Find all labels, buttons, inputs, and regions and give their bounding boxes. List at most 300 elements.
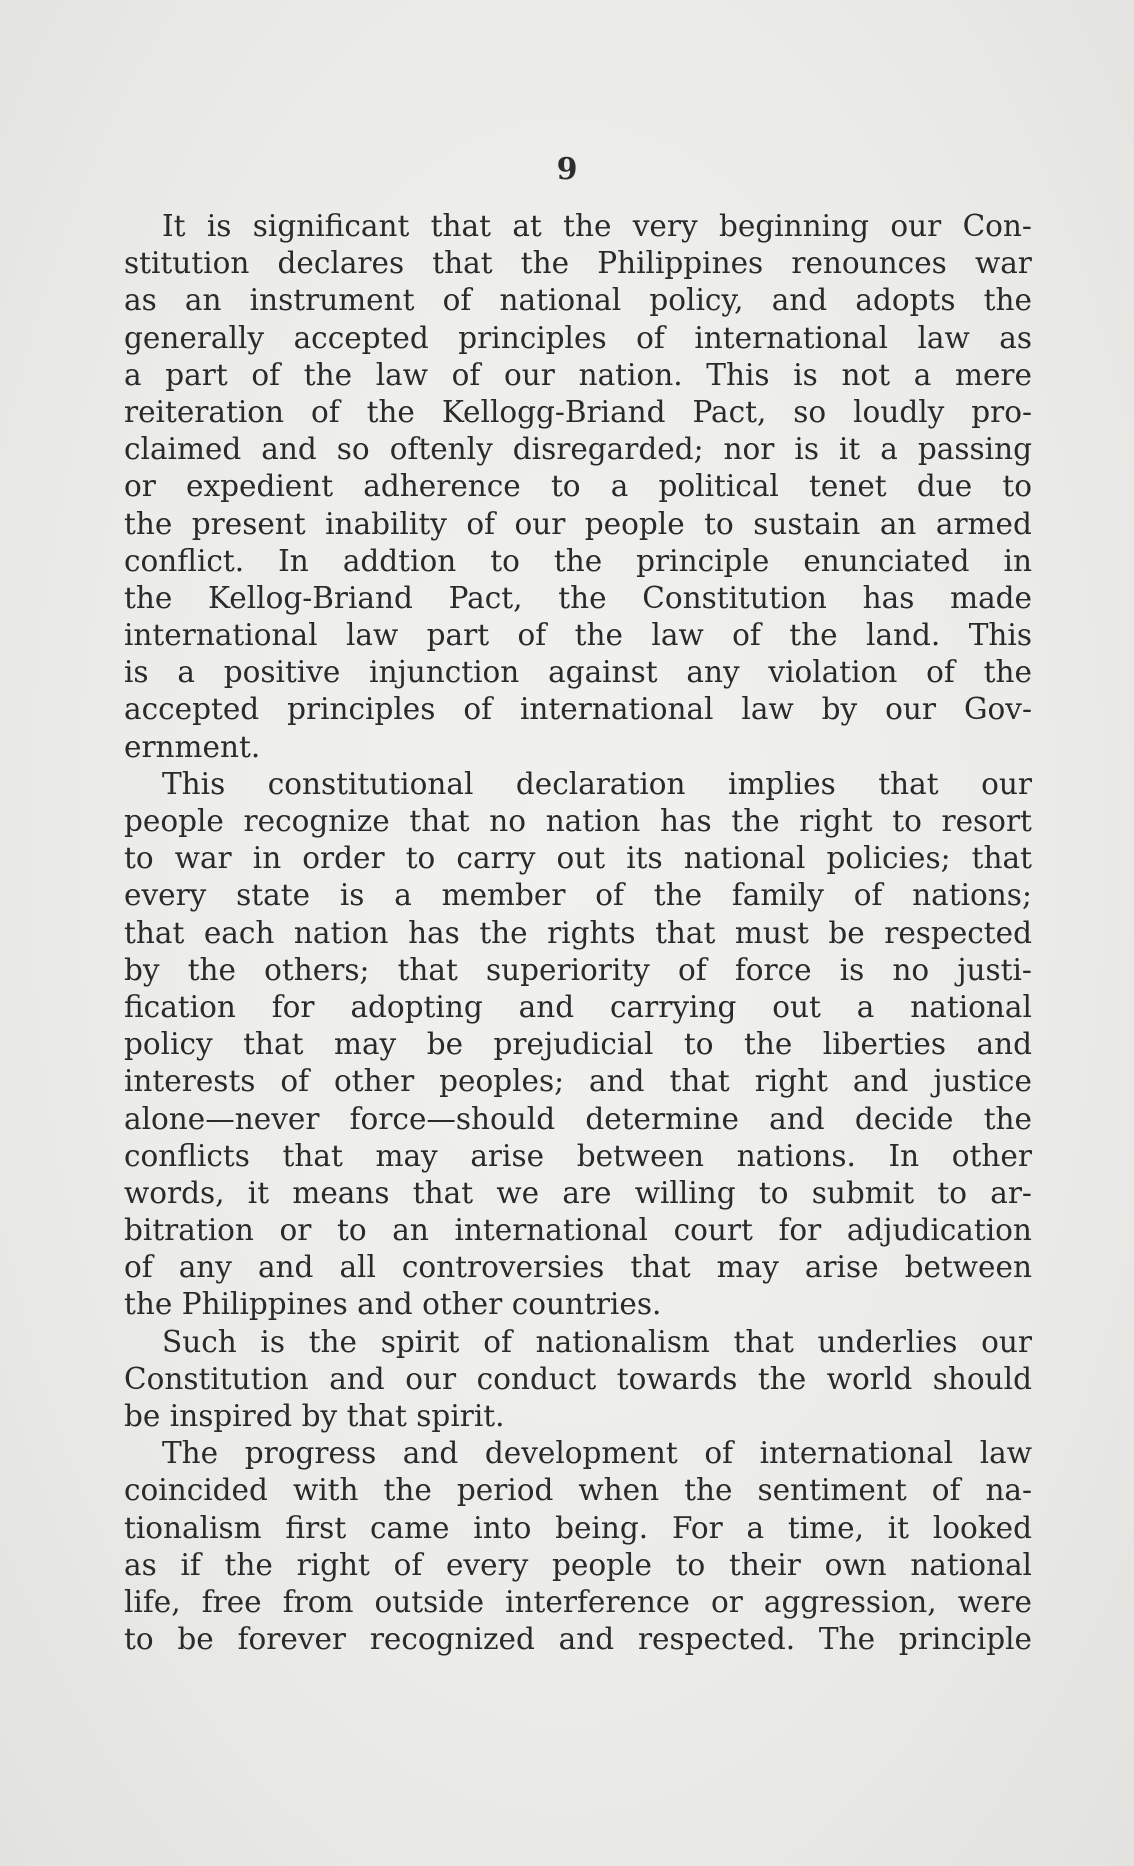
word: nor: [723, 432, 775, 467]
text-line: [124, 431, 1032, 468]
word: the: [224, 1547, 273, 1582]
word: inability: [325, 506, 447, 541]
word: period: [456, 1473, 554, 1508]
word: should: [932, 1361, 1032, 1396]
word: the: [553, 543, 603, 578]
word: and: [402, 1436, 459, 1471]
word: determine: [585, 1101, 739, 1136]
word: and: [261, 432, 317, 467]
word: made: [950, 580, 1032, 615]
word: and: [257, 1250, 314, 1285]
word: submit: [811, 1175, 915, 1210]
word: to: [405, 841, 436, 876]
word: nationalism: [535, 1324, 710, 1359]
word: enunciated: [803, 543, 970, 578]
word: is: [124, 655, 149, 690]
text-line: [124, 877, 1032, 914]
word: conduct: [476, 1361, 597, 1396]
word: declaration: [515, 766, 686, 801]
word: an: [879, 506, 917, 541]
text-line: [124, 1063, 1032, 1100]
word: addtion: [342, 543, 457, 578]
word: other: [334, 1064, 415, 1099]
word: principles: [458, 320, 607, 355]
word: of: [442, 283, 472, 318]
word: is: [339, 878, 365, 913]
word: being.: [555, 1510, 649, 1545]
word: to: [124, 841, 154, 876]
word: tionalism: [124, 1510, 262, 1545]
word: not: [841, 357, 891, 392]
text-line: [124, 282, 1032, 319]
word: of: [466, 506, 495, 541]
word: part: [165, 357, 228, 392]
word: adherence: [363, 469, 521, 504]
word: life,: [124, 1584, 181, 1619]
word: national: [683, 841, 806, 876]
word: the: [187, 952, 237, 987]
word: Con-: [962, 209, 1032, 243]
word: the: [124, 1287, 173, 1322]
word: own: [824, 1547, 887, 1582]
word: principles: [287, 692, 436, 727]
word: to: [675, 1547, 706, 1582]
word: came: [369, 1510, 450, 1545]
word: Pact,: [448, 580, 523, 615]
word: are: [562, 1175, 612, 1210]
word: of: [310, 394, 340, 429]
word: that: [282, 1138, 343, 1173]
word: to: [704, 506, 734, 541]
word: rights: [547, 915, 636, 950]
word: is: [260, 1324, 285, 1359]
word: The: [818, 1622, 876, 1657]
word: to: [337, 1213, 367, 1248]
text-line: [124, 1584, 1032, 1621]
word: were: [957, 1584, 1032, 1619]
word: international: [519, 692, 714, 727]
word: no: [489, 804, 527, 838]
word: spirit: [380, 1324, 460, 1359]
word: family: [731, 878, 824, 913]
word: is: [794, 432, 819, 467]
word: respected.: [637, 1622, 796, 1657]
word: renounces: [791, 246, 947, 281]
word: the: [983, 655, 1032, 690]
word: with: [292, 1473, 359, 1508]
word: as: [999, 320, 1032, 355]
word: and: [518, 989, 575, 1024]
word: if: [180, 1547, 201, 1582]
word: may: [333, 1027, 397, 1062]
word: adjudication: [846, 1213, 1032, 1248]
word: interference: [505, 1584, 690, 1619]
word: the: [479, 915, 528, 950]
word: law: [979, 1436, 1032, 1471]
word: countries.: [511, 1287, 662, 1322]
word: to: [892, 804, 922, 838]
text-line: [124, 1175, 1032, 1212]
word: conflicts: [124, 1138, 250, 1173]
word: people: [584, 506, 685, 541]
word: of: [483, 1324, 512, 1359]
word: policy: [124, 1027, 213, 1062]
word: to: [683, 1027, 714, 1062]
page-number: 9: [556, 152, 578, 187]
word: law: [345, 618, 399, 653]
text-line: [124, 1324, 1032, 1361]
word: our: [405, 1361, 457, 1396]
word: the: [983, 1101, 1032, 1136]
word: due: [916, 469, 973, 504]
word: every: [445, 1547, 529, 1582]
word: adopting: [350, 989, 483, 1024]
text-line: [124, 1026, 1032, 1063]
text-line: [124, 617, 1032, 654]
word: justice: [933, 1064, 1032, 1099]
word: generally: [124, 320, 265, 355]
word: disregarded;: [512, 432, 704, 467]
word: prejudicial: [493, 1027, 654, 1062]
word: the: [744, 1027, 793, 1062]
word: the: [789, 618, 838, 653]
word: that: [669, 1064, 730, 1099]
word: by: [821, 692, 858, 727]
word: that: [878, 766, 939, 801]
word: war: [974, 246, 1032, 281]
word: international: [124, 618, 318, 653]
word: its: [626, 841, 663, 876]
text-line: [124, 1621, 1032, 1658]
word: political: [658, 469, 779, 504]
word: order: [302, 841, 385, 876]
word: that: [124, 915, 185, 950]
word: respected: [884, 915, 1032, 950]
word: fication: [124, 989, 236, 1024]
word: a: [880, 432, 898, 467]
word: passing: [917, 432, 1032, 467]
word: and: [589, 1064, 645, 1099]
word: law: [741, 692, 794, 727]
word: the: [653, 878, 703, 913]
word: other: [951, 1138, 1032, 1173]
word: out: [556, 841, 606, 876]
word: the: [731, 804, 780, 838]
word: of: [451, 357, 481, 392]
word: of: [931, 1473, 961, 1508]
word: expedient: [186, 469, 334, 504]
word: of: [704, 1436, 733, 1471]
word: accepted: [293, 320, 429, 355]
word: policies;: [826, 841, 951, 876]
word: na-: [985, 1473, 1032, 1508]
word: resort: [941, 804, 1032, 838]
text-line: [124, 208, 1032, 245]
word: of: [251, 357, 281, 392]
word: at: [512, 209, 542, 243]
word: no: [892, 952, 930, 987]
word: Pact,: [692, 394, 767, 429]
word: positive: [223, 655, 341, 690]
text-line: [124, 1249, 1032, 1286]
word: people: [552, 1547, 652, 1582]
word: instrument: [249, 283, 415, 318]
text-line: [124, 543, 1032, 580]
word: people: [124, 804, 224, 838]
word: Kellog-Briand: [208, 580, 413, 615]
word: the: [383, 1473, 432, 1508]
word: as: [124, 283, 157, 318]
word: be: [177, 1622, 214, 1657]
word: policy,: [649, 283, 744, 318]
word: towards: [616, 1361, 738, 1396]
word: national: [910, 1547, 1032, 1582]
word: a: [913, 357, 932, 392]
word: nation: [293, 915, 389, 950]
word: for: [271, 989, 315, 1024]
word: an: [184, 283, 222, 318]
word: This: [706, 357, 770, 392]
word: arise: [804, 1250, 879, 1285]
word: in: [1003, 543, 1032, 578]
word: or: [710, 1584, 743, 1619]
word: recognized: [369, 1622, 535, 1657]
word: of: [393, 1547, 423, 1582]
word: a: [124, 357, 142, 392]
word: so: [336, 432, 370, 467]
word: words,: [124, 1175, 225, 1210]
word: our: [981, 1324, 1032, 1359]
word: out: [772, 989, 821, 1024]
word: of: [517, 618, 547, 653]
word: or: [279, 1213, 312, 1248]
word: first: [285, 1510, 347, 1545]
text-line: [124, 1212, 1032, 1249]
body-text: [124, 208, 1032, 1658]
word: accepted: [124, 692, 260, 727]
word: the: [684, 1473, 733, 1508]
word: and: [329, 1361, 385, 1396]
word: that: [409, 804, 470, 838]
word: inspired: [169, 1399, 293, 1433]
word: controversies: [401, 1250, 605, 1285]
word: any: [686, 655, 740, 690]
word: when: [578, 1473, 660, 1508]
word: of: [463, 692, 493, 727]
word: that: [432, 246, 493, 281]
word: declares: [277, 246, 405, 281]
word: the: [124, 506, 173, 541]
word: a: [177, 655, 195, 690]
word: be: [828, 915, 865, 950]
word: every: [124, 878, 207, 913]
word: Constitution: [642, 580, 827, 615]
word: our: [504, 357, 555, 392]
word: development: [484, 1436, 678, 1471]
word: international: [454, 1213, 648, 1248]
word: Philippines: [181, 1287, 348, 1322]
word: present: [191, 506, 306, 541]
word: nations;: [912, 878, 1032, 913]
word: nations.: [736, 1138, 856, 1173]
word: has: [408, 915, 460, 950]
text-line: [124, 1510, 1032, 1547]
word: tenet: [809, 469, 887, 504]
word: ernment.: [124, 729, 261, 764]
word: national: [910, 989, 1032, 1024]
word: between: [576, 1138, 705, 1173]
word: from: [282, 1584, 354, 1619]
word: force—should: [349, 1101, 556, 1136]
word: reiteration: [124, 394, 285, 429]
word: each: [203, 915, 275, 950]
word: liberties: [822, 1027, 946, 1062]
word: implies: [728, 766, 836, 801]
word: world: [826, 1361, 913, 1396]
word: that: [971, 841, 1032, 876]
word: Philippines: [597, 246, 764, 281]
word: right: [754, 1064, 828, 1099]
word: a: [394, 878, 412, 913]
word: that: [346, 1399, 407, 1433]
word: spirit.: [416, 1399, 505, 1433]
word: of: [677, 952, 707, 987]
text-line: [124, 1398, 1032, 1435]
word: has: [862, 580, 915, 615]
word: means: [292, 1175, 390, 1210]
word: armed: [935, 506, 1032, 541]
word: time,: [787, 1510, 864, 1545]
word: part: [426, 618, 490, 653]
word: right: [296, 1547, 370, 1582]
text-line: [124, 1361, 1032, 1398]
word: against: [548, 655, 658, 690]
word: looked: [932, 1510, 1032, 1545]
word: superiority: [486, 952, 650, 987]
word: right: [799, 804, 873, 838]
word: principle: [636, 543, 770, 578]
word: of: [853, 878, 883, 913]
word: of: [636, 320, 665, 355]
word: a: [856, 989, 875, 1024]
word: claimed: [124, 432, 242, 467]
word: it: [247, 1175, 270, 1210]
word: to: [937, 1175, 967, 1210]
word: our: [890, 209, 942, 243]
word: our: [885, 692, 937, 727]
word: and: [558, 1622, 615, 1657]
word: that: [412, 1175, 474, 1210]
word: arise: [470, 1138, 545, 1173]
word: is: [206, 209, 232, 243]
text-line: [124, 952, 1032, 989]
word: sustain: [753, 506, 861, 541]
word: nation: [545, 804, 641, 838]
word: forever: [237, 1622, 347, 1657]
word: law: [917, 320, 970, 355]
word: of: [124, 1250, 153, 1285]
word: that: [733, 1324, 794, 1359]
text-line: [124, 654, 1032, 691]
word: land.: [866, 618, 941, 653]
word: For: [671, 1510, 723, 1545]
word: and: [771, 283, 828, 318]
word: of: [280, 1064, 310, 1099]
text-line: [124, 1435, 1032, 1472]
word: war: [174, 841, 232, 876]
word: carrying: [610, 989, 737, 1024]
word: and: [357, 1287, 413, 1322]
word: The: [162, 1436, 219, 1471]
word: aggression,: [763, 1584, 937, 1619]
word: peoples;: [439, 1064, 565, 1099]
word: is: [839, 952, 865, 987]
word: significant: [252, 209, 410, 243]
word: stitution: [124, 246, 250, 281]
word: our: [514, 506, 566, 541]
word: may: [716, 1250, 779, 1285]
word: all: [339, 1250, 376, 1285]
word: international: [759, 1436, 954, 1471]
word: the: [124, 580, 173, 615]
word: for: [778, 1213, 822, 1248]
text-line: [124, 1547, 1032, 1584]
word: to: [758, 1175, 789, 1210]
word: their: [729, 1547, 801, 1582]
text-line: [124, 580, 1032, 617]
word: In: [278, 543, 309, 578]
word: may: [375, 1138, 438, 1173]
word: the: [366, 394, 415, 429]
word: the: [757, 1361, 807, 1396]
text-line: [124, 766, 1032, 803]
word: It: [162, 209, 186, 243]
text-line: [124, 989, 1032, 1026]
word: to: [1002, 469, 1032, 504]
text-line: [124, 840, 1032, 877]
word: principle: [898, 1622, 1032, 1657]
word: by: [301, 1399, 338, 1433]
word: as: [124, 1547, 157, 1582]
word: free: [201, 1584, 262, 1619]
word: law: [375, 357, 428, 392]
word: In: [888, 1138, 920, 1173]
word: a: [610, 469, 629, 504]
word: This: [968, 618, 1032, 653]
word: and: [976, 1027, 1032, 1062]
word: that: [630, 1250, 691, 1285]
text-line: [124, 1472, 1032, 1509]
word: must: [734, 915, 809, 950]
word: law: [651, 618, 704, 653]
word: alone—never: [124, 1101, 320, 1136]
word: the: [520, 246, 570, 281]
word: pro-: [971, 394, 1032, 429]
text-line: [124, 394, 1032, 431]
word: any: [178, 1250, 232, 1285]
word: Such: [162, 1324, 237, 1359]
word: it: [887, 1510, 910, 1545]
word: outside: [374, 1584, 485, 1619]
text-line: [124, 915, 1032, 952]
word: bitration: [124, 1213, 254, 1248]
word: others;: [264, 952, 370, 987]
word: the: [574, 618, 623, 653]
word: This: [162, 766, 226, 801]
word: to: [490, 543, 520, 578]
word: an: [392, 1213, 429, 1248]
word: that: [243, 1027, 304, 1062]
